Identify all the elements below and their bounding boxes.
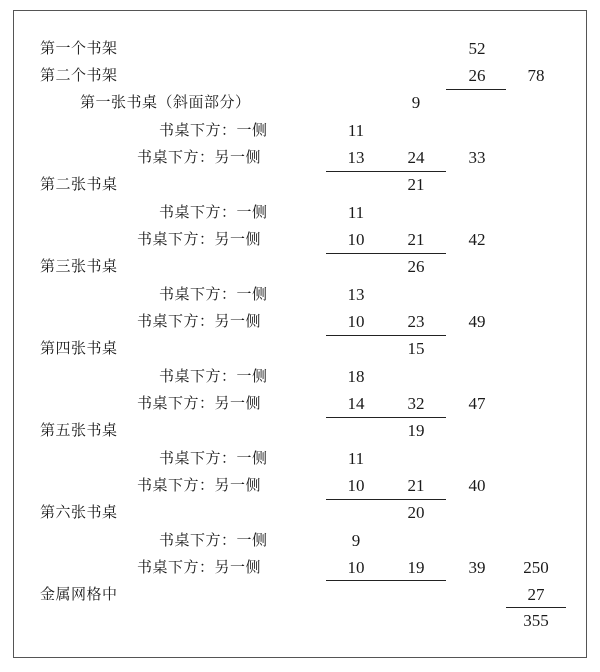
value-col2: 21	[407, 230, 425, 249]
row-label: 书桌下方：另一侧	[137, 476, 262, 494]
row-label: 第一个书架	[40, 39, 118, 57]
row-label: 第五张书桌	[40, 421, 118, 439]
value-col3: 39	[468, 558, 486, 577]
value-col2: 19	[407, 421, 425, 440]
value-col4: 250	[523, 558, 549, 577]
value-col3: 26	[468, 66, 486, 85]
row-label: 第一张书桌（斜面部分）	[80, 93, 251, 111]
value-col1: 11	[347, 203, 365, 222]
value-col1: 9	[351, 531, 361, 550]
value-col2: 21	[407, 175, 425, 194]
row-label: 金属网格中	[40, 585, 118, 603]
row-label: 书桌下方：一侧	[159, 285, 268, 303]
row-label: 第六张书桌	[40, 503, 118, 521]
row-label: 书桌下方：一侧	[159, 531, 268, 549]
value-col2: 26	[407, 257, 425, 276]
value-col1: 10	[347, 476, 365, 495]
value-col2: 24	[407, 148, 425, 167]
row-label: 书桌下方：一侧	[159, 449, 268, 467]
value-col1: 10	[347, 312, 365, 331]
row-label: 书桌下方：另一侧	[137, 558, 262, 576]
sum-rule	[326, 171, 446, 172]
row-label: 书桌下方：一侧	[159, 203, 268, 221]
value-col1: 10	[347, 230, 365, 249]
value-col2: 21	[407, 476, 425, 495]
value-col1: 11	[347, 449, 365, 468]
row-label: 第四张书桌	[40, 339, 118, 357]
value-col3: 42	[468, 230, 486, 249]
value-col1: 14	[347, 394, 365, 413]
value-col3: 47	[468, 394, 486, 413]
grand-total: 355	[523, 611, 549, 630]
row-label: 第三张书桌	[40, 257, 118, 275]
row-label: 书桌下方：另一侧	[137, 312, 262, 330]
value-col1: 10	[347, 558, 365, 577]
row-label: 书桌下方：另一侧	[137, 394, 262, 412]
row-label: 第二个书架	[40, 66, 118, 84]
value-col2: 19	[407, 558, 425, 577]
value-col4: 27	[527, 585, 545, 604]
sum-rule	[326, 335, 446, 336]
value-col3: 33	[468, 148, 486, 167]
row-label: 书桌下方：一侧	[159, 121, 268, 139]
sum-rule	[326, 499, 446, 500]
value-col3: 49	[468, 312, 486, 331]
sum-rule	[326, 580, 446, 581]
value-col2: 9	[411, 93, 421, 112]
value-col1: 18	[347, 367, 365, 386]
value-col3: 40	[468, 476, 486, 495]
value-col1: 13	[347, 148, 365, 167]
sum-rule	[326, 253, 446, 254]
value-col4: 78	[527, 66, 545, 85]
value-col2: 15	[407, 339, 425, 358]
value-col2: 32	[407, 394, 425, 413]
value-col1: 13	[347, 285, 365, 304]
value-col2: 23	[407, 312, 425, 331]
row-label: 第二张书桌	[40, 175, 118, 193]
sum-rule	[326, 417, 446, 418]
value-col3: 52	[468, 39, 486, 58]
row-label: 书桌下方：一侧	[159, 367, 268, 385]
value-col2: 20	[407, 503, 425, 522]
row-label: 书桌下方：另一侧	[137, 230, 262, 248]
value-col1: 11	[347, 121, 365, 140]
row-label: 书桌下方：另一侧	[137, 148, 262, 166]
sum-rule	[506, 607, 566, 608]
sum-rule	[446, 89, 506, 90]
